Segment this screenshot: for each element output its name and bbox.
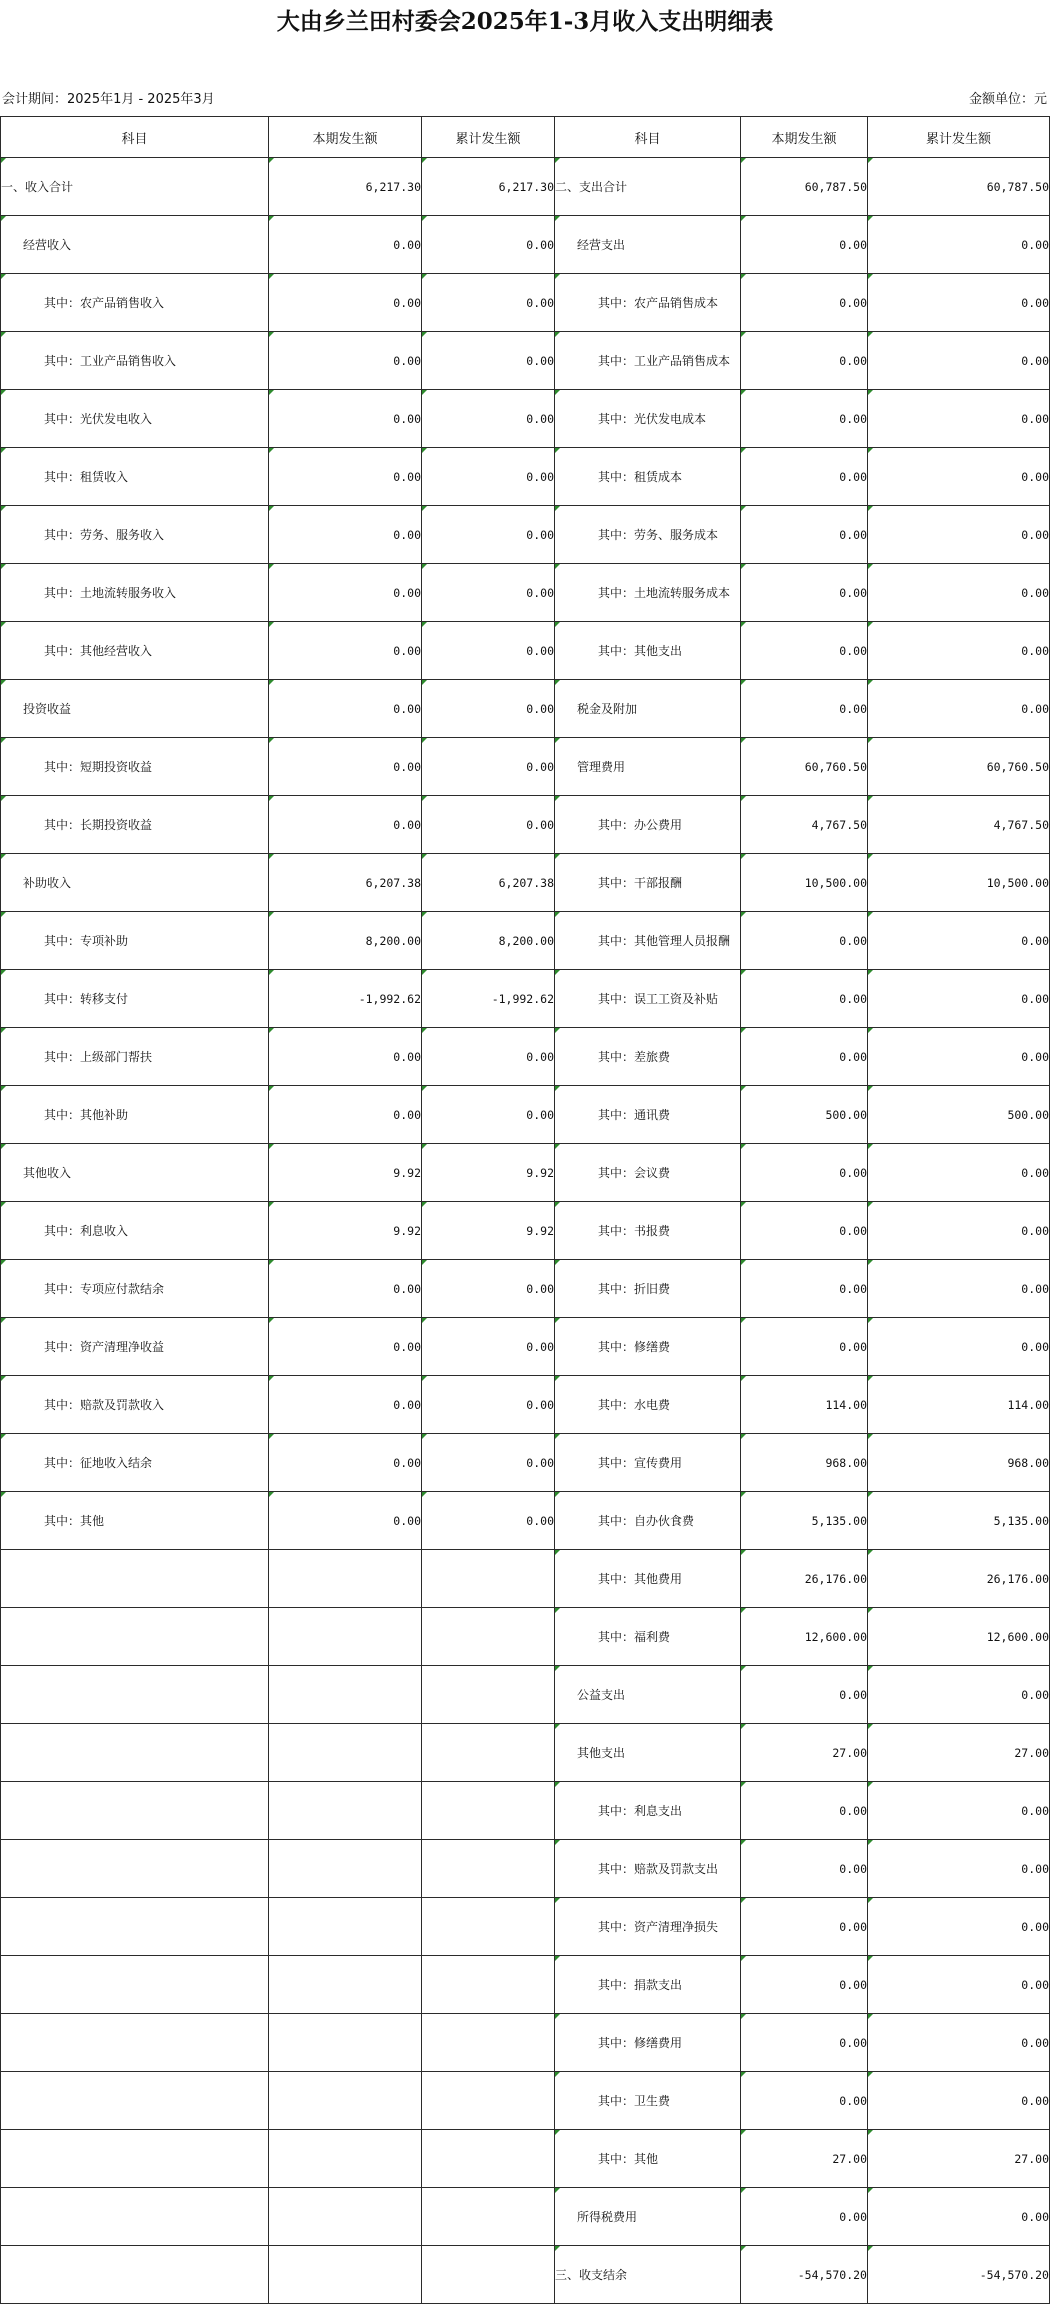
income-cumulative-amount: 9.92: [422, 1202, 555, 1260]
expense-subject-cell: 其中：办公费用: [555, 796, 741, 854]
header-expense-cumulative: 累计发生额: [868, 117, 1050, 158]
table-row: [1, 158, 1050, 216]
income-cumulative-amount: [422, 2072, 555, 2130]
expense-cumulative-amount: 10,500.00: [868, 854, 1050, 912]
table-row: [1, 854, 1050, 912]
expense-cumulative-amount: 27.00: [868, 1724, 1050, 1782]
expense-current-amount: 0.00: [741, 506, 868, 564]
income-cumulative-amount: 6,217.30: [422, 158, 555, 216]
income-current-amount: [269, 1840, 422, 1898]
income-subject-cell: 其中：土地流转服务收入: [1, 564, 269, 622]
expense-current-amount: 60,760.50: [741, 738, 868, 796]
income-current-amount: 0.00: [269, 448, 422, 506]
expense-cumulative-amount: 4,767.50: [868, 796, 1050, 854]
expense-cumulative-amount: 0.00: [868, 390, 1050, 448]
expense-subject-cell: 其中：干部报酬: [555, 854, 741, 912]
income-cumulative-amount: 9.92: [422, 1144, 555, 1202]
expense-subject-cell: 其中：修缮费: [555, 1318, 741, 1376]
expense-cumulative-amount: 0.00: [868, 1898, 1050, 1956]
expense-current-amount: 0.00: [741, 1318, 868, 1376]
income-cumulative-amount: 0.00: [422, 506, 555, 564]
income-subject-cell: [1, 1550, 269, 1608]
table-row: [1, 2130, 1050, 2188]
income-cumulative-amount: 0.00: [422, 390, 555, 448]
income-cumulative-amount: 0.00: [422, 1086, 555, 1144]
expense-cumulative-amount: 0.00: [868, 912, 1050, 970]
income-subject-cell: [1, 2130, 269, 2188]
income-cumulative-amount: 0.00: [422, 564, 555, 622]
income-cumulative-amount: [422, 2014, 555, 2072]
table-row: [1, 1202, 1050, 1260]
expense-cumulative-amount: 0.00: [868, 622, 1050, 680]
expense-cumulative-amount: 0.00: [868, 448, 1050, 506]
income-cumulative-amount: 0.00: [422, 448, 555, 506]
expense-subject-cell: 其中：赔款及罚款支出: [555, 1840, 741, 1898]
income-subject-cell: 一、收入合计: [1, 158, 269, 216]
expense-cumulative-amount: 12,600.00: [868, 1608, 1050, 1666]
income-subject-cell: 其中：光伏发电收入: [1, 390, 269, 448]
expense-current-amount: 0.00: [741, 390, 868, 448]
expense-cumulative-amount: 0.00: [868, 680, 1050, 738]
income-cumulative-amount: 0.00: [422, 274, 555, 332]
table-row: [1, 970, 1050, 1028]
expense-current-amount: 0.00: [741, 1666, 868, 1724]
income-current-amount: 6,207.38: [269, 854, 422, 912]
income-current-amount: 0.00: [269, 1318, 422, 1376]
income-cumulative-amount: -1,992.62: [422, 970, 555, 1028]
expense-cumulative-amount: 0.00: [868, 1318, 1050, 1376]
header-income-cumulative: 累计发生额: [422, 117, 555, 158]
expense-cumulative-amount: 0.00: [868, 506, 1050, 564]
income-subject-cell: 其中：征地收入结余: [1, 1434, 269, 1492]
income-cumulative-amount: 0.00: [422, 680, 555, 738]
expense-cumulative-amount: 0.00: [868, 1144, 1050, 1202]
income-current-amount: [269, 2188, 422, 2246]
income-current-amount: [269, 1782, 422, 1840]
expense-cumulative-amount: 26,176.00: [868, 1550, 1050, 1608]
income-subject-cell: 其中：上级部门帮扶: [1, 1028, 269, 1086]
expense-subject-cell: 三、收支结余: [555, 2246, 741, 2304]
income-cumulative-amount: 8,200.00: [422, 912, 555, 970]
income-current-amount: 9.92: [269, 1202, 422, 1260]
expense-current-amount: 0.00: [741, 1956, 868, 2014]
expense-subject-cell: 公益支出: [555, 1666, 741, 1724]
table-row: [1, 738, 1050, 796]
income-subject-cell: 其中：资产清理净收益: [1, 1318, 269, 1376]
expense-cumulative-amount: 0.00: [868, 1666, 1050, 1724]
expense-subject-cell: 其中：折旧费: [555, 1260, 741, 1318]
expense-subject-cell: 所得税费用: [555, 2188, 741, 2246]
expense-current-amount: 0.00: [741, 564, 868, 622]
income-cumulative-amount: [422, 1840, 555, 1898]
table-row: [1, 1550, 1050, 1608]
income-cumulative-amount: 0.00: [422, 622, 555, 680]
income-current-amount: 0.00: [269, 1028, 422, 1086]
income-cumulative-amount: 0.00: [422, 1318, 555, 1376]
expense-current-amount: 4,767.50: [741, 796, 868, 854]
table-row: [1, 1028, 1050, 1086]
expense-current-amount: 0.00: [741, 2188, 868, 2246]
income-subject-cell: 其中：租赁收入: [1, 448, 269, 506]
expense-subject-cell: 经营支出: [555, 216, 741, 274]
table-row: [1, 506, 1050, 564]
expense-subject-cell: 其中：误工工资及补贴: [555, 970, 741, 1028]
table-row: [1, 448, 1050, 506]
income-current-amount: 0.00: [269, 1434, 422, 1492]
expense-cumulative-amount: 968.00: [868, 1434, 1050, 1492]
income-current-amount: 0.00: [269, 332, 422, 390]
income-subject-cell: [1, 2014, 269, 2072]
income-cumulative-amount: 0.00: [422, 1376, 555, 1434]
income-cumulative-amount: [422, 1782, 555, 1840]
accounting-period: 会计期间：2025年1月 - 2025年3月: [2, 92, 215, 107]
expense-subject-cell: 其中：租赁成本: [555, 448, 741, 506]
expense-cumulative-amount: 0.00: [868, 1260, 1050, 1318]
income-subject-cell: 其中：工业产品销售收入: [1, 332, 269, 390]
table-row: [1, 1086, 1050, 1144]
income-subject-cell: 补助收入: [1, 854, 269, 912]
table-header-row: [1, 117, 1050, 158]
expense-current-amount: 0.00: [741, 912, 868, 970]
income-subject-cell: [1, 2188, 269, 2246]
expense-current-amount: 27.00: [741, 1724, 868, 1782]
table-row: [1, 274, 1050, 332]
expense-subject-cell: 其中：工业产品销售成本: [555, 332, 741, 390]
table-row: [1, 2246, 1050, 2304]
income-current-amount: 0.00: [269, 1492, 422, 1550]
income-cumulative-amount: 0.00: [422, 1434, 555, 1492]
income-current-amount: 8,200.00: [269, 912, 422, 970]
expense-cumulative-amount: 0.00: [868, 274, 1050, 332]
expense-subject-cell: 其中：水电费: [555, 1376, 741, 1434]
income-subject-cell: [1, 2072, 269, 2130]
expense-current-amount: 0.00: [741, 448, 868, 506]
expense-current-amount: 0.00: [741, 970, 868, 1028]
income-subject-cell: 投资收益: [1, 680, 269, 738]
header-expense-current: 本期发生额: [741, 117, 868, 158]
expense-cumulative-amount: 0.00: [868, 564, 1050, 622]
income-subject-cell: [1, 1608, 269, 1666]
expense-current-amount: 0.00: [741, 2072, 868, 2130]
income-subject-cell: [1, 1666, 269, 1724]
expense-cumulative-amount: 60,760.50: [868, 738, 1050, 796]
table-row: [1, 1956, 1050, 2014]
income-cumulative-amount: [422, 1666, 555, 1724]
income-current-amount: 0.00: [269, 622, 422, 680]
expense-current-amount: 114.00: [741, 1376, 868, 1434]
income-current-amount: [269, 2130, 422, 2188]
income-current-amount: 0.00: [269, 680, 422, 738]
expense-subject-cell: 二、支出合计: [555, 158, 741, 216]
table-row: [1, 680, 1050, 738]
income-cumulative-amount: [422, 1956, 555, 2014]
expense-current-amount: 5,135.00: [741, 1492, 868, 1550]
income-cumulative-amount: 0.00: [422, 1260, 555, 1318]
table-row: [1, 1608, 1050, 1666]
income-current-amount: [269, 1724, 422, 1782]
income-cumulative-amount: [422, 2246, 555, 2304]
table-row: [1, 912, 1050, 970]
expense-current-amount: 10,500.00: [741, 854, 868, 912]
table-row: [1, 1260, 1050, 1318]
income-current-amount: 6,217.30: [269, 158, 422, 216]
income-current-amount: 0.00: [269, 1260, 422, 1318]
currency-unit: 金额单位：元: [968, 92, 1047, 107]
income-current-amount: 0.00: [269, 216, 422, 274]
income-cumulative-amount: [422, 1550, 555, 1608]
expense-current-amount: 0.00: [741, 622, 868, 680]
header-income-current: 本期发生额: [269, 117, 422, 158]
income-current-amount: [269, 2072, 422, 2130]
expense-subject-cell: 其中：利息支出: [555, 1782, 741, 1840]
income-subject-cell: [1, 1782, 269, 1840]
income-subject-cell: 其中：短期投资收益: [1, 738, 269, 796]
expense-cumulative-amount: 0.00: [868, 2014, 1050, 2072]
income-cumulative-amount: [422, 1898, 555, 1956]
income-subject-cell: 其他收入: [1, 1144, 269, 1202]
expense-subject-cell: 其中：捐款支出: [555, 1956, 741, 2014]
income-subject-cell: 其中：专项应付款结余: [1, 1260, 269, 1318]
expense-subject-cell: 其中：光伏发电成本: [555, 390, 741, 448]
income-current-amount: 0.00: [269, 564, 422, 622]
income-subject-cell: 其中：其他经营收入: [1, 622, 269, 680]
table-row: [1, 216, 1050, 274]
income-subject-cell: 经营收入: [1, 216, 269, 274]
expense-subject-cell: 其中：卫生费: [555, 2072, 741, 2130]
income-current-amount: 0.00: [269, 390, 422, 448]
expense-subject-cell: 管理费用: [555, 738, 741, 796]
expense-current-amount: 27.00: [741, 2130, 868, 2188]
table-row: [1, 564, 1050, 622]
income-cumulative-amount: [422, 1608, 555, 1666]
expense-cumulative-amount: -54,570.20: [868, 2246, 1050, 2304]
expense-subject-cell: 其中：资产清理净损失: [555, 1898, 741, 1956]
expense-subject-cell: 其中：其他费用: [555, 1550, 741, 1608]
income-cumulative-amount: [422, 1724, 555, 1782]
expense-current-amount: 0.00: [741, 680, 868, 738]
expense-subject-cell: 其中：其他管理人员报酬: [555, 912, 741, 970]
income-subject-cell: 其中：劳务、服务收入: [1, 506, 269, 564]
income-cumulative-amount: [422, 2130, 555, 2188]
expense-subject-cell: 其他支出: [555, 1724, 741, 1782]
expense-cumulative-amount: 114.00: [868, 1376, 1050, 1434]
expense-subject-cell: 其中：书报费: [555, 1202, 741, 1260]
income-subject-cell: 其中：其他: [1, 1492, 269, 1550]
expense-current-amount: 0.00: [741, 1202, 868, 1260]
income-current-amount: 0.00: [269, 1376, 422, 1434]
expense-subject-cell: 其中：通讯费: [555, 1086, 741, 1144]
income-subject-cell: [1, 1898, 269, 1956]
table-row: [1, 1434, 1050, 1492]
income-current-amount: 0.00: [269, 506, 422, 564]
expense-current-amount: 0.00: [741, 1144, 868, 1202]
expense-current-amount: 0.00: [741, 332, 868, 390]
table-row: [1, 1782, 1050, 1840]
table-row: [1, 390, 1050, 448]
income-subject-cell: 其中：长期投资收益: [1, 796, 269, 854]
income-subject-cell: 其中：专项补助: [1, 912, 269, 970]
table-row: [1, 2072, 1050, 2130]
table-row: [1, 622, 1050, 680]
table-row: [1, 1724, 1050, 1782]
expense-subject-cell: 其中：土地流转服务成本: [555, 564, 741, 622]
income-current-amount: [269, 2014, 422, 2072]
expense-cumulative-amount: 500.00: [868, 1086, 1050, 1144]
table-row: [1, 1666, 1050, 1724]
expense-current-amount: 12,600.00: [741, 1608, 868, 1666]
income-subject-cell: [1, 1724, 269, 1782]
income-cumulative-amount: 0.00: [422, 1492, 555, 1550]
income-current-amount: -1,992.62: [269, 970, 422, 1028]
income-current-amount: [269, 2246, 422, 2304]
expense-current-amount: 0.00: [741, 2014, 868, 2072]
table-row: [1, 332, 1050, 390]
expense-current-amount: 26,176.00: [741, 1550, 868, 1608]
income-cumulative-amount: 0.00: [422, 216, 555, 274]
income-cumulative-amount: 0.00: [422, 796, 555, 854]
expense-current-amount: -54,570.20: [741, 2246, 868, 2304]
income-current-amount: 0.00: [269, 274, 422, 332]
income-current-amount: [269, 1898, 422, 1956]
header-expense-subject: 科目: [555, 117, 741, 158]
expense-cumulative-amount: 0.00: [868, 1956, 1050, 2014]
table-row: [1, 1492, 1050, 1550]
income-current-amount: [269, 1550, 422, 1608]
income-subject-cell: 其中：赔款及罚款收入: [1, 1376, 269, 1434]
expense-cumulative-amount: 5,135.00: [868, 1492, 1050, 1550]
expense-current-amount: 0.00: [741, 274, 868, 332]
expense-subject-cell: 其中：差旅费: [555, 1028, 741, 1086]
expense-subject-cell: 其中：自办伙食费: [555, 1492, 741, 1550]
table-row: [1, 2014, 1050, 2072]
table-row: [1, 2188, 1050, 2246]
expense-cumulative-amount: 27.00: [868, 2130, 1050, 2188]
expense-current-amount: 0.00: [741, 216, 868, 274]
expense-subject-cell: 其中：会议费: [555, 1144, 741, 1202]
income-current-amount: [269, 1666, 422, 1724]
expense-current-amount: 500.00: [741, 1086, 868, 1144]
expense-cumulative-amount: 0.00: [868, 2072, 1050, 2130]
expense-subject-cell: 税金及附加: [555, 680, 741, 738]
income-cumulative-amount: [422, 2188, 555, 2246]
income-current-amount: 9.92: [269, 1144, 422, 1202]
expense-subject-cell: 其中：福利费: [555, 1608, 741, 1666]
income-current-amount: [269, 1956, 422, 2014]
expense-cumulative-amount: 0.00: [868, 1782, 1050, 1840]
income-subject-cell: [1, 1840, 269, 1898]
expense-cumulative-amount: 0.00: [868, 1028, 1050, 1086]
expense-cumulative-amount: 0.00: [868, 216, 1050, 274]
expense-current-amount: 60,787.50: [741, 158, 868, 216]
table-row: [1, 1376, 1050, 1434]
income-subject-cell: 其中：转移支付: [1, 970, 269, 1028]
expense-cumulative-amount: 60,787.50: [868, 158, 1050, 216]
income-current-amount: 0.00: [269, 1086, 422, 1144]
expense-current-amount: 0.00: [741, 1260, 868, 1318]
expense-cumulative-amount: 0.00: [868, 1202, 1050, 1260]
expense-current-amount: 968.00: [741, 1434, 868, 1492]
expense-subject-cell: 其中：其他: [555, 2130, 741, 2188]
income-subject-cell: 其中：农产品销售收入: [1, 274, 269, 332]
table-row: [1, 1318, 1050, 1376]
table-row: [1, 1840, 1050, 1898]
expense-cumulative-amount: 0.00: [868, 1840, 1050, 1898]
expense-subject-cell: 其中：劳务、服务成本: [555, 506, 741, 564]
expense-cumulative-amount: 0.00: [868, 2188, 1050, 2246]
table-row: [1, 796, 1050, 854]
income-subject-cell: [1, 1956, 269, 2014]
expense-subject-cell: 其中：宣传费用: [555, 1434, 741, 1492]
income-subject-cell: [1, 2246, 269, 2304]
expense-subject-cell: 其中：农产品销售成本: [555, 274, 741, 332]
expense-current-amount: 0.00: [741, 1028, 868, 1086]
header-income-subject: 科目: [1, 117, 269, 158]
expense-subject-cell: 其中：其他支出: [555, 622, 741, 680]
income-cumulative-amount: 6,207.38: [422, 854, 555, 912]
income-cumulative-amount: 0.00: [422, 332, 555, 390]
income-cumulative-amount: 0.00: [422, 1028, 555, 1086]
expense-subject-cell: 其中：修缮费用: [555, 2014, 741, 2072]
income-current-amount: [269, 1608, 422, 1666]
income-cumulative-amount: 0.00: [422, 738, 555, 796]
income-expense-table: [0, 116, 1050, 2304]
income-current-amount: 0.00: [269, 738, 422, 796]
report-title: 大由乡兰田村委会2025年1-3月收入支出明细表: [276, 8, 774, 35]
expense-current-amount: 0.00: [741, 1840, 868, 1898]
table-row: [1, 1898, 1050, 1956]
expense-cumulative-amount: 0.00: [868, 970, 1050, 1028]
income-subject-cell: 其中：其他补助: [1, 1086, 269, 1144]
income-subject-cell: 其中：利息收入: [1, 1202, 269, 1260]
table-row: [1, 1144, 1050, 1202]
expense-current-amount: 0.00: [741, 1782, 868, 1840]
income-current-amount: 0.00: [269, 796, 422, 854]
expense-cumulative-amount: 0.00: [868, 332, 1050, 390]
expense-current-amount: 0.00: [741, 1898, 868, 1956]
